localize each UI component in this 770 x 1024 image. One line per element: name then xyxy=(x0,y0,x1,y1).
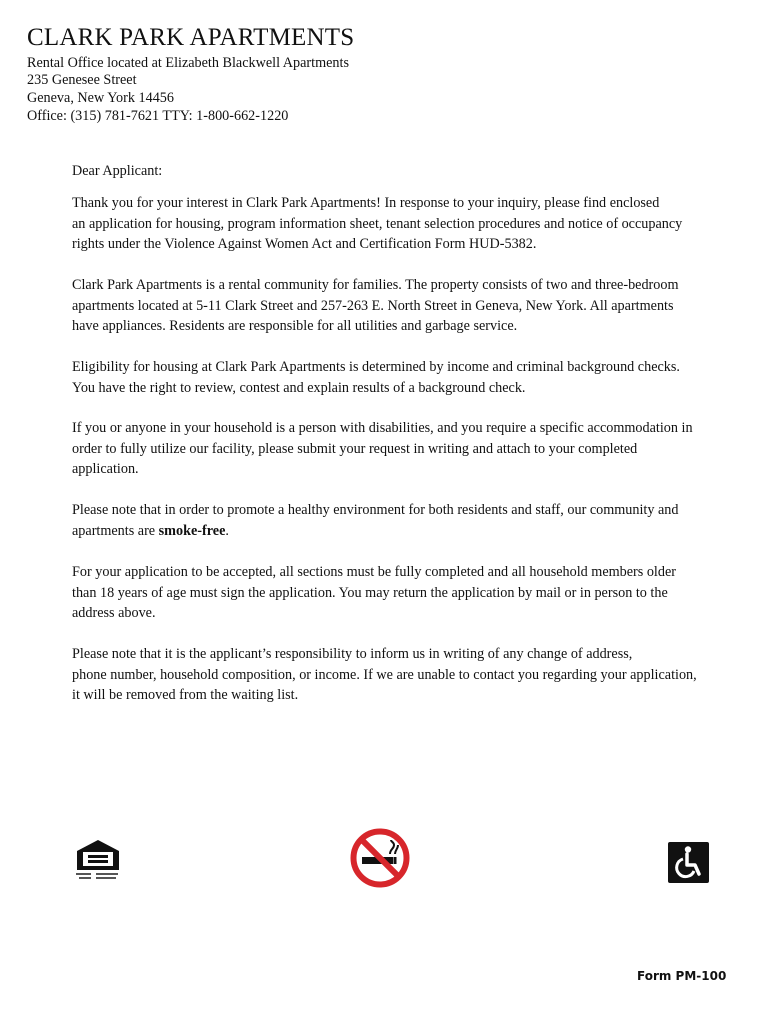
page-title: CLARK PARK APARTMENTS xyxy=(27,24,355,51)
paragraph-line: have appliances. Residents are responsible for all utilities and garbage service. xyxy=(72,318,518,334)
paragraph-smoke-free xyxy=(72,500,679,541)
paragraph-line: If you or anyone in your household is a person with disabilities, and you require a specific accommodation in xyxy=(72,420,693,436)
form-number: Form PM-100 xyxy=(637,969,727,983)
no-smoking-icon xyxy=(349,827,411,889)
smoke-free-emphasis: smoke-free xyxy=(158,522,226,539)
paragraph-line: application. xyxy=(72,461,139,477)
paragraph-application-requirements xyxy=(72,562,676,624)
paragraph-line xyxy=(72,521,679,542)
paragraph-property xyxy=(72,275,679,337)
office-location: Rental Office located at Elizabeth Blackwell Apartments xyxy=(27,55,349,71)
paragraph-line: You have the right to review, contest and explain results of a background check. xyxy=(72,379,526,396)
paragraph-thank-you xyxy=(72,193,682,255)
paragraph-line: address above. xyxy=(72,605,156,621)
paragraph-line: Eligibility for housing at Clark Park Apartments is determined by income and criminal background checks. xyxy=(72,359,680,375)
paragraph-line: Thank you for your interest in Clark Park Apartments! In response to your inquiry, please find enclosed xyxy=(72,195,660,211)
wheelchair-accessible-icon xyxy=(668,842,709,883)
paragraph-line: Please note that in order to promote a healthy environment for both residents and staff, our community and xyxy=(72,502,679,518)
office-phone: Office: (315) 781-7621 TTY: 1-800-662-1220 xyxy=(27,108,289,124)
paragraph-line: phone number, household composition, or income. If we are unable to contact you regarding your application, xyxy=(72,666,697,683)
paragraph-line: than 18 years of age must sign the application. You may return the application by mail or in person to the xyxy=(72,584,668,601)
equal-housing-opportunity-icon xyxy=(74,838,122,882)
paragraph-line: For your application to be accepted, all sections must be fully completed and all household members older xyxy=(72,564,676,580)
paragraph-line: it will be removed from the waiting list. xyxy=(72,687,299,703)
paragraph-accommodation xyxy=(72,418,693,480)
paragraph-contact-changes xyxy=(72,644,697,706)
paragraph-line: apartments located at 5-11 Clark Street and 257-263 E. North Street in Geneva, New York. All apartments xyxy=(72,297,674,314)
salutation: Dear Applicant: xyxy=(72,163,163,179)
paragraph-line: order to fully utilize our facility, please submit your request in writing and attach to your completed xyxy=(72,440,638,457)
paragraph-eligibility xyxy=(72,357,680,398)
paragraph-line: Please note that it is the applicant’s responsibility to inform us in writing of any change of address, xyxy=(72,646,633,662)
paragraph-line: rights under the Violence Against Women Act and Certification Form HUD-5382. xyxy=(72,236,537,252)
smoke-free-suffix: . xyxy=(225,522,229,539)
smoke-free-prefix: apartments are xyxy=(72,522,159,539)
street-address: 235 Genesee Street xyxy=(27,72,137,88)
paragraph-line: an application for housing, program information sheet, tenant selection procedures and notice of occupancy xyxy=(72,215,683,232)
paragraph-line: Clark Park Apartments is a rental community for families. The property consists of two and three-bedroom xyxy=(72,277,679,293)
city-state-zip: Geneva, New York 14456 xyxy=(27,90,174,106)
